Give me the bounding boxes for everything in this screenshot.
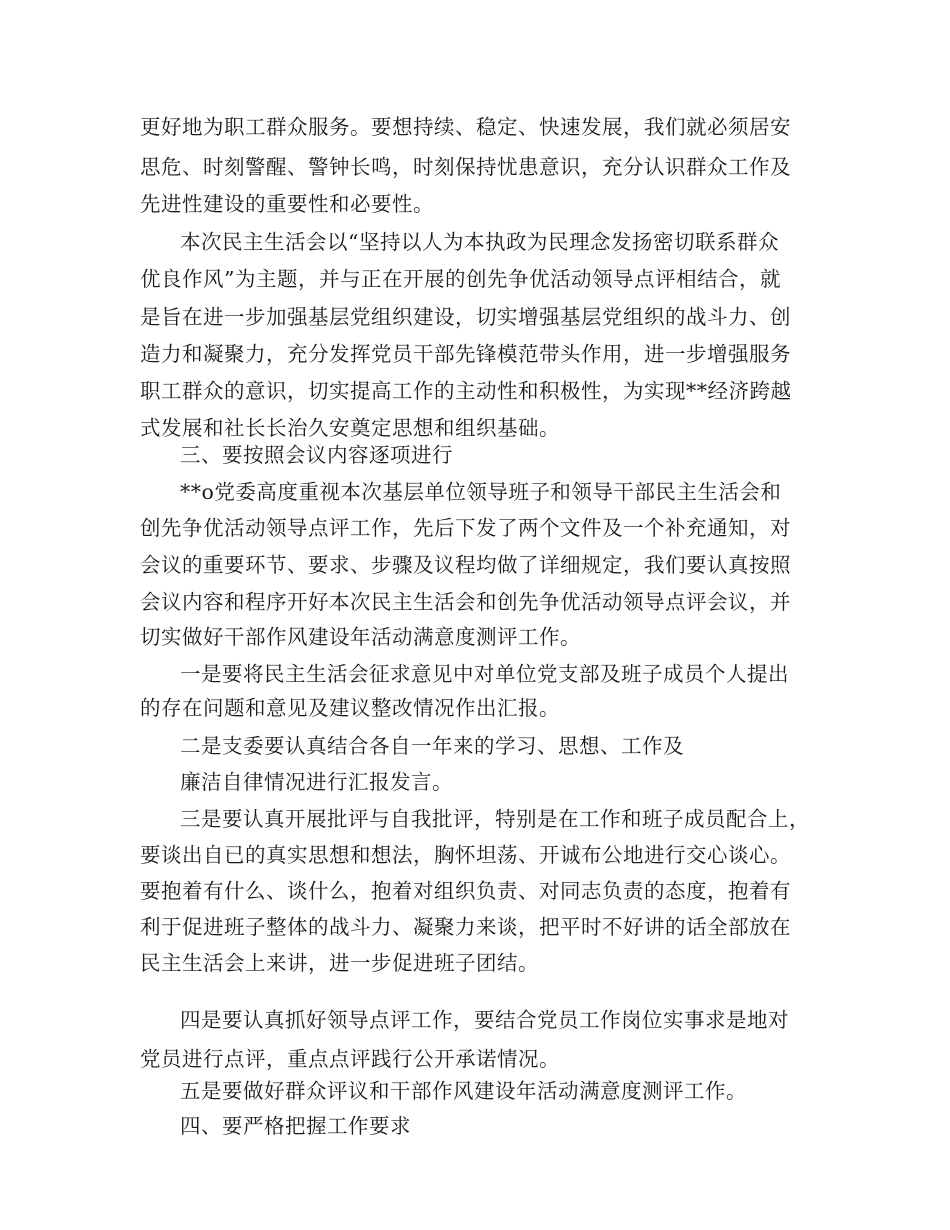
text-line: 五是要做好群众评议和干部作风建设年活动满意度测评工作。 — [180, 1079, 747, 1103]
text-line: 更好地为职工群众服务。要想持续、稳定、快速发展，我们就必须居安 — [140, 115, 791, 139]
text-line: 职工群众的意识，切实提高工作的主动性和积极性，为实现**经济跨越 — [140, 379, 792, 403]
text-line: 切实做好干部作风建设年活动满意度测评工作。 — [140, 625, 581, 649]
text-line: 要抱着有什么、谈什么，抱着对组织负责、对同志负责的态度，抱着有 — [140, 879, 791, 903]
text-line: 一是要将民主生活会征求意见中对单位党支部及班子成员个人提出 — [180, 662, 789, 686]
text-line: 本次民主生活会以“坚持以人为本执政为民理念发扬密切联系群众 — [180, 230, 779, 254]
text-line: 思危、时刻警醒、警钟长鸣，时刻保持忧患意识，充分认识群众工作及 — [140, 155, 791, 179]
text-line: 会议的重要环节、要求、步骤及议程均做了详细规定，我们要认真按照 — [140, 553, 791, 577]
text-line: 要谈出自已的真实思想和想法，胸怀坦荡、开诚布公地进行交心谈心。 — [140, 843, 791, 867]
text-line: 式发展和社长长治久安奠定思想和组织基础。 — [140, 416, 560, 440]
text-line: 造力和凝聚力，充分发挥党员干部先锋模范带头作用，进一步增强服务 — [140, 342, 791, 366]
text-line: 三是要认真开展批评与自我批评，特别是在工作和班子成员配合上， — [180, 807, 810, 831]
text-line: 利于促进班子整体的战斗力、凝聚力来谈，把平时不好讲的话全部放在 — [140, 915, 791, 939]
text-line: 创先争优活动领导点评工作，先后下发了两个文件及一个补充通知，对 — [140, 516, 791, 540]
text-line: 四是要认真抓好领导点评工作，要结合党员工作岗位实事求是地对 — [180, 1008, 789, 1032]
text-line: 民主生活会上来讲，进一步促进班子团结。 — [140, 951, 539, 975]
section-heading: 四、要严格把握工作要求 — [180, 1114, 411, 1138]
text-line: **o党委高度重视本次基层单位领导班子和领导干部民主生活会和 — [180, 480, 782, 504]
text-line: 的存在问题和意见及建议整改情况作出汇报。 — [140, 696, 560, 720]
text-line: 先进性建设的重要性和必要性。 — [140, 192, 434, 216]
text-line: 是旨在进一步加强基层党组织建设，切实增强基层党组织的战斗力、创 — [140, 305, 791, 329]
text-line: 党员进行点评，重点点评践行公开承诺情况。 — [140, 1047, 560, 1071]
text-line: 廉洁自律情况进行汇报发言。 — [180, 770, 453, 794]
text-line: 优良作风”为主题，并与正在开展的创先争优活动领导点评相结合，就 — [140, 267, 781, 291]
section-heading: 三、要按照会议内容逐项进行 — [180, 443, 453, 467]
text-line: 二是支委要认真结合各自一年来的学习、思想、工作及 — [180, 734, 684, 758]
text-line: 会议内容和程序开好本次民主生活会和创先争优活动领导点评会议，并 — [140, 590, 791, 614]
